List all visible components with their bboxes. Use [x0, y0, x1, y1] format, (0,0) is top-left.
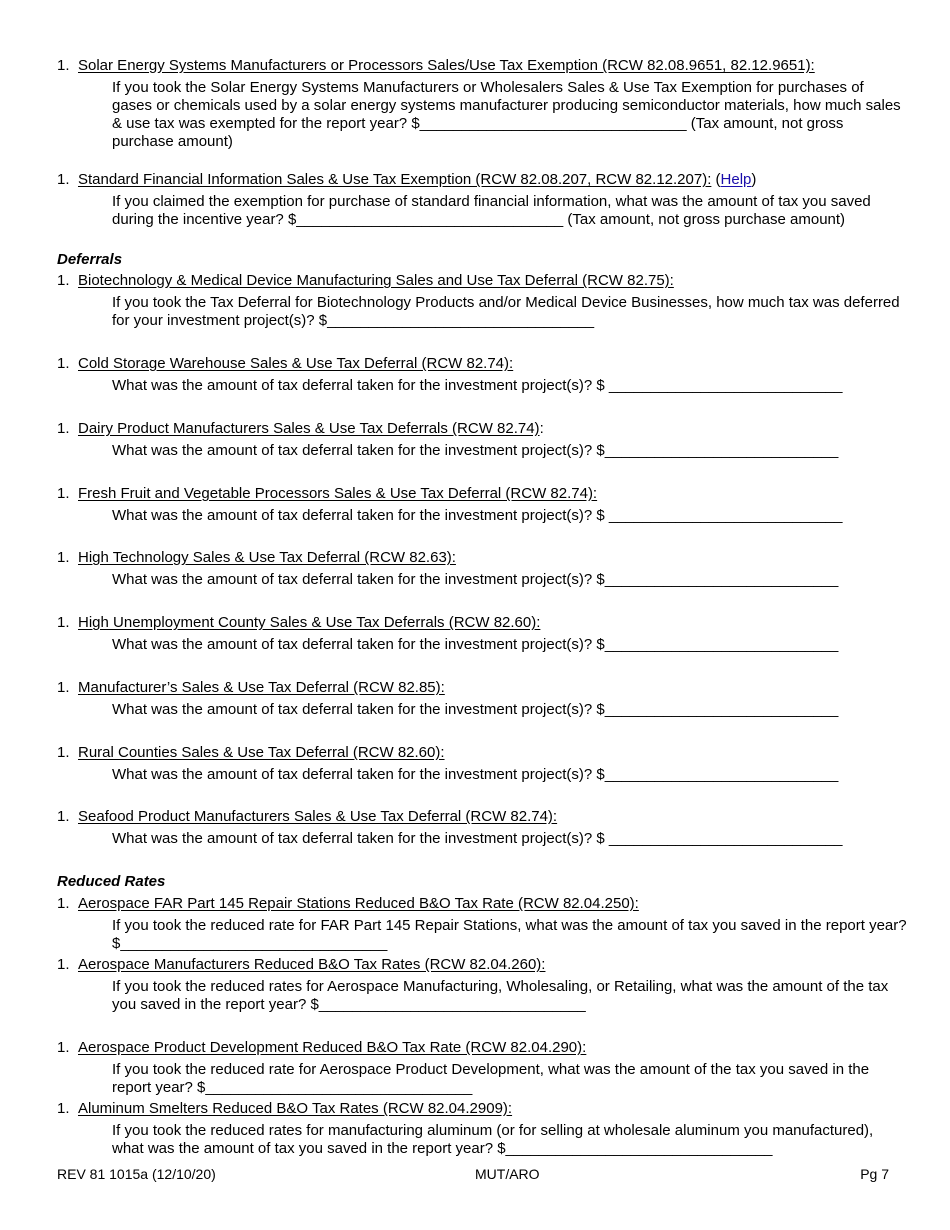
item-question: If you took the reduced rate for Aerospace Product Development, what was the amount of the tax you saved in the report year? $________________________________ [112, 1061, 870, 1096]
item-question: What was the amount of tax deferral taken for the investment project(s)? $ ____________________________ [112, 507, 843, 524]
item-title: Solar Energy Systems Manufacturers or Processors Sales/Use Tax Exemption (RCW 82.08.9651, 82.12.9651): [78, 57, 815, 74]
item-question: What was the amount of tax deferral taken for the investment project(s)? $ ____________________________ [112, 377, 843, 394]
item-title: Aerospace FAR Part 145 Repair Stations Reduced B&O Tax Rate (RCW 82.04.250): [78, 895, 639, 912]
item-question: If you took the Tax Deferral for Biotechnology Products and/or Medical Device Businesses, how much tax was deferred for your investment project(s)? $________________________________ [112, 294, 900, 329]
biotech-deferral-item [57, 272, 907, 330]
item-question: What was the amount of tax deferral taken for the investment project(s)? $____________________________ [112, 766, 839, 783]
list-number: 1. [57, 1100, 70, 1117]
fresh-fruit-deferral-item [57, 485, 907, 525]
item-question: What was the amount of tax deferral taken for the investment project(s)? $____________________________ [112, 701, 839, 718]
solar-energy-exemption-item [57, 57, 907, 151]
aerospace-far-reduced-rate-item [57, 895, 907, 953]
item-question: What was the amount of tax deferral taken for the investment project(s)? $____________________________ [112, 571, 839, 588]
item-title: Rural Counties Sales & Use Tax Deferral (RCW 82.60): [78, 744, 445, 761]
item-title: Dairy Product Manufacturers Sales & Use Tax Deferrals (RCW 82.74): [78, 420, 544, 437]
list-number: 1. [57, 549, 70, 566]
list-number: 1. [57, 355, 70, 372]
item-question: If you took the Solar Energy Systems Manufacturers or Wholesalers Sales & Use Tax Exemption for purchases of gases or chemicals used by a solar energy systems manufacturer producing semiconductor materials, how much sales & use tax was exempted for the report year? $________________________________ (Tax amount, not gross purchase amount) [112, 79, 901, 150]
list-number: 1. [57, 57, 70, 74]
standard-financial-info-exemption-item [57, 171, 907, 229]
deferrals-heading: Deferrals [57, 251, 123, 268]
item-question: If you took the reduced rate for FAR Part 145 Repair Stations, what was the amount of tax you saved in the report year? $________________________________ [112, 917, 907, 952]
list-number: 1. [57, 895, 70, 912]
dairy-deferral-item [57, 420, 907, 460]
reduced-rates-heading: Reduced Rates [57, 873, 166, 890]
item-question: If you claimed the exemption for purchase of standard financial information, what was the amount of tax you saved during the incentive year? $________________________________ (Tax amount, not gross purchase amount) [112, 193, 871, 228]
list-number: 1. [57, 679, 70, 696]
aerospace-manufacturers-reduced-rate-item [57, 956, 907, 1014]
item-question: If you took the reduced rates for manufacturing aluminum (or for selling at wholesale aluminum you manufactured), what was the amount of tax you saved in the report year? $________________________________ [112, 1122, 874, 1157]
item-title: Aerospace Manufacturers Reduced B&O Tax Rates (RCW 82.04.260): [78, 956, 546, 973]
item-title: Fresh Fruit and Vegetable Processors Sales & Use Tax Deferral (RCW 82.74): [78, 485, 598, 502]
list-number: 1. [57, 420, 70, 437]
item-title: Manufacturer’s Sales & Use Tax Deferral (RCW 82.85): [78, 679, 445, 696]
high-unemployment-deferral-item [57, 614, 907, 654]
page-footer [57, 1165, 889, 1183]
item-question: What was the amount of tax deferral taken for the investment project(s)? $____________________________ [112, 636, 839, 653]
list-number: 1. [57, 485, 70, 502]
item-question: What was the amount of tax deferral taken for the investment project(s)? $ ____________________________ [112, 830, 843, 847]
cold-storage-deferral-item [57, 355, 907, 395]
rural-counties-deferral-item [57, 744, 907, 784]
aerospace-product-development-reduced-rate-item [57, 1039, 907, 1097]
footer-center-label: MUT/ARO [475, 1166, 540, 1182]
item-title: Biotechnology & Medical Device Manufacturing Sales and Use Tax Deferral (RCW 82.75): [78, 272, 674, 289]
item-question: If you took the reduced rates for Aerospace Manufacturing, Wholesaling, or Retailing, what was the amount of the tax you saved in the report year? $________________________________ [112, 978, 889, 1013]
form-id: REV 81 1015a (12/10/20) [57, 1166, 216, 1182]
item-title: Aerospace Product Development Reduced B&O Tax Rate (RCW 82.04.290): [78, 1039, 587, 1056]
list-number: 1. [57, 614, 70, 631]
seafood-deferral-item [57, 808, 907, 848]
list-number: 1. [57, 744, 70, 761]
item-title: Seafood Product Manufacturers Sales & Use Tax Deferral (RCW 82.74): [78, 808, 558, 825]
list-number: 1. [57, 956, 70, 973]
aluminum-smelters-reduced-rate-item [57, 1100, 907, 1158]
high-technology-deferral-item [57, 549, 907, 589]
help-link[interactable]: Help [720, 171, 752, 188]
manufacturers-deferral-item [57, 679, 907, 719]
item-title: Cold Storage Warehouse Sales & Use Tax Deferral (RCW 82.74): [78, 355, 514, 372]
item-title: High Technology Sales & Use Tax Deferral (RCW 82.63): [78, 549, 456, 566]
item-title: High Unemployment County Sales & Use Tax Deferrals (RCW 82.60): [78, 614, 541, 631]
item-title: Aluminum Smelters Reduced B&O Tax Rates (RCW 82.04.2909): [78, 1100, 513, 1117]
item-title: Standard Financial Information Sales & Use Tax Exemption (RCW 82.08.207, RCW 82.12.207): (Help) [78, 171, 757, 188]
item-question: What was the amount of tax deferral taken for the investment project(s)? $____________________________ [112, 442, 839, 459]
list-number: 1. [57, 808, 70, 825]
list-number: 1. [57, 272, 70, 289]
page-number: Pg 7 [860, 1166, 889, 1182]
list-number: 1. [57, 171, 70, 188]
list-number: 1. [57, 1039, 70, 1056]
